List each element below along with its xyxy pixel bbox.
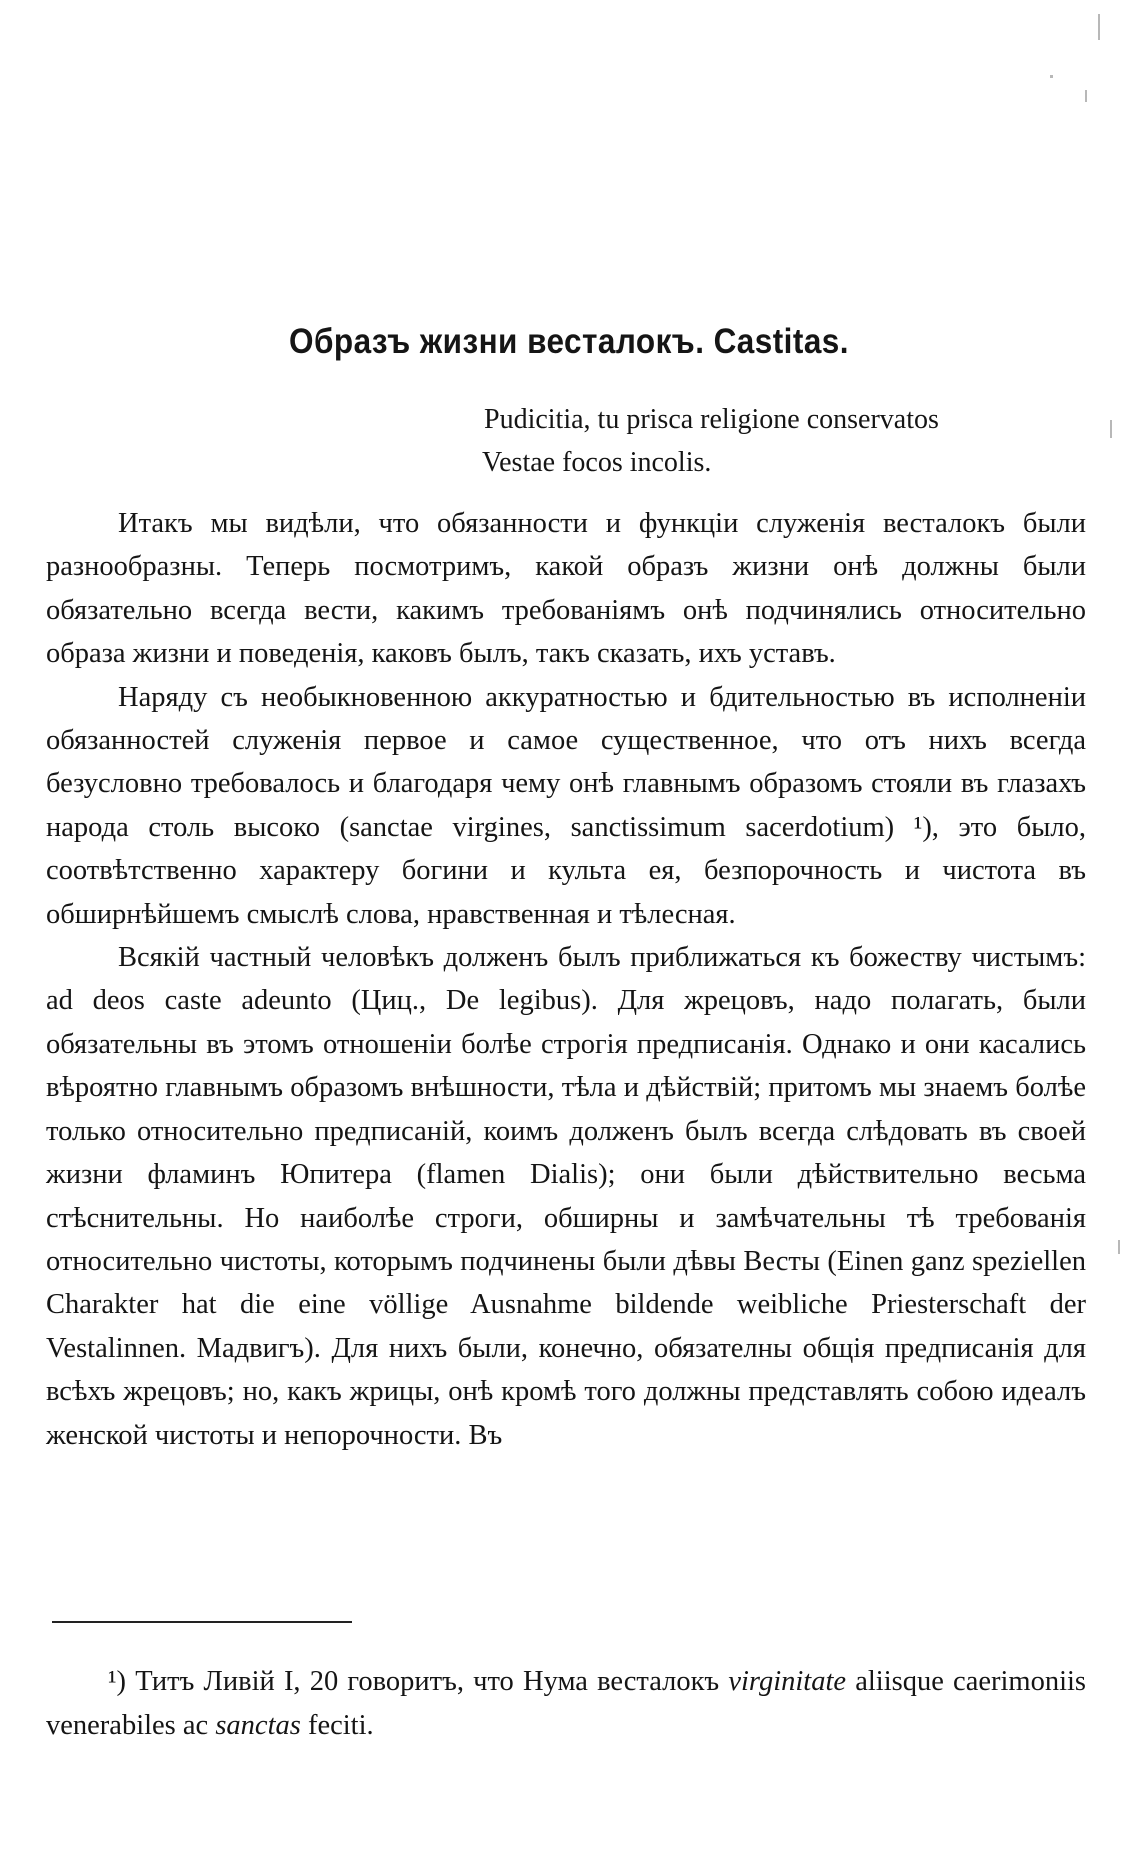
paragraph: Итакъ мы видѣли, что обязанности и функціи служенія весталокъ были разнообразны. Теперь посмотримъ, какой образъ жизни онѣ должны были обязательно всегда вести, какимъ требованіямъ онѣ подчинялись относительно образа жизни и поведенія, каковъ былъ, такъ сказать, ихъ уставъ.: [46, 508, 1086, 670]
footnote-divider: [52, 1621, 352, 1623]
footnote-italic: virginitate: [728, 1666, 847, 1697]
paragraph: Наряду съ необыкновенною аккуратностью и бдительностью въ исполненіи обязанностей служенія первое и самое существенное, что отъ нихъ всегда безусловно требовалось и благодаря чему онѣ главнымъ образомъ стояли въ глазахъ народа столь высоко (sanctae virgines, sanctissimum sacerdotium) ¹), это было, соотвѣтственно характеру богини и культа ея, безпорочность и чистота въ обширнѣйшемъ смыслѣ слова, нравственная и тѣлесная.: [46, 681, 1086, 930]
scan-speck: [1110, 420, 1112, 438]
epigraph-line: Pudicitia, tu prisca religione conservatos: [484, 404, 939, 435]
body-text: [46, 502, 1086, 1457]
footnote-tail: feciti.: [307, 1710, 374, 1741]
epigraph-line: Vestae focos incolis.: [482, 447, 712, 478]
paragraph: Всякій частный человѣкъ долженъ былъ приближаться къ божеству чистымъ: ad deos caste adeunto (Циц., De legibus). Для жрецовъ, надо полагать, были обязательны въ этомъ отношеніи болѣе строгія предписанія. Однако и они касались вѣроятно главнымъ образомъ внѣшности, тѣла и дѣйствій; притомъ мы знаемъ болѣе только относительно предписаній, коимъ долженъ былъ всегда слѣдовать въ своей жизни фламинъ Юпитера (flamen Dialis); они были дѣйствительно весьма стѣснительны. Но наиболѣе строги, обширны и замѣчательны тѣ требованія относительно чистоты, которымъ подчинены были дѣвы Весты (Einen ganz speziellen Charakter hat die eine völlige Ausnahme bildende weibliche Priesterschaft der Vestalinnen. Мадвигъ). Для нихъ были, конечно, обязателны общія предписанія для всѣхъ жрецовъ; но, какъ жрицы, онѣ кромѣ того должны представлять собою идеалъ женской чистоты и непорочности. Въ: [46, 942, 1086, 1451]
footnote-marker: ¹): [108, 1666, 127, 1697]
page-heading: Образъ жизни весталокъ. Castitas.: [289, 322, 849, 361]
scan-speck: [1118, 1240, 1120, 1254]
scan-speck: [1050, 75, 1053, 78]
footnote-italic: sanctas: [215, 1710, 301, 1741]
scan-speck: [1098, 14, 1100, 40]
scan-speck: [1085, 90, 1087, 102]
epigraph: [484, 398, 939, 484]
footnote: [46, 1660, 1086, 1748]
footnote-mid: aliisque caerimoniis venerabiles ac: [46, 1666, 1087, 1741]
footnote-lead: Титъ Ливій I, 20 говоритъ, что Нума весталокъ: [135, 1666, 720, 1697]
